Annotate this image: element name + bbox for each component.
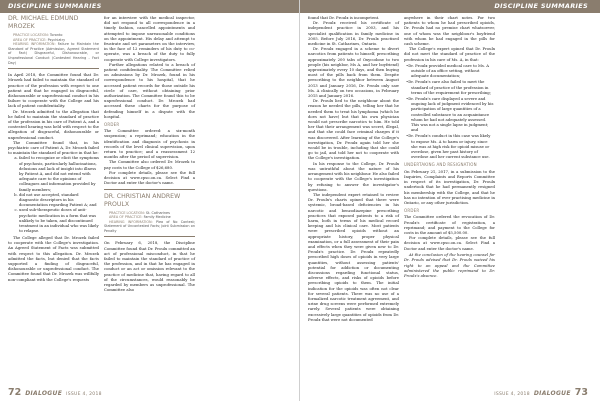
doctor-name: DR. MICHAEL EDMUND MROZEK <box>8 15 79 30</box>
paragraph: In April 2018, the Committee found that Dr. Mrozek had failed to maintain the standard of practice of the profession with respect to one patient and that he engaged in disgraceful, dishonourable or unprofessional conduct in his failure to cooperate with the College and his lack of patient confidentiality. <box>8 72 99 109</box>
paragraph: For complete details, please see the full decision at www.cpso.on.ca. Select Find a Doctor and enter the doctor's name. <box>404 235 495 251</box>
order-heading: ORDER <box>104 122 120 128</box>
paragraph: Dr. Proulx received his certificate of independent practice in 2003, and his specialist qualification in family medicine in 2005. Before July 2016, Dr. Proulx practised medicine in St. Catharines, Ontario. <box>308 20 399 47</box>
paragraph: Dr. Proulx lied to the neighbour about the reason he needed the pills, telling her that he needed them to treat his lymphoma (which he does not have) but that his own physician would not prescribe narcotics to him. He told her that their arrangement was secret, illegal, and that she could face criminal charges if it was discovered. After learning of the College's investigation, Dr. Proulx again told her she would be in trouble, including that she could go to jail, and told her not to cooperate with the College's investigation. <box>308 98 399 161</box>
closing-note: At the conclusion of the hearing counsel for Dr. Proulx advised that Dr. Proulx waived his right to an appeal and the Committee administered the public reprimand to Dr. Proulx's absence. <box>404 252 495 279</box>
practice-location: St. Catharines <box>145 210 170 215</box>
paragraph: On February 6, 2018, the Discipline Committee found that Dr. Proulx committed an act of professional misconduct, in that he failed to maintain the standard of practice of the profession, and in that he has engaged in conduct or an act or omission relevant to the practice of medicine that, having regard to all of the circumstances, would reasonably be regarded by members as unprofessional. The Committee also <box>104 240 195 293</box>
page-footer <box>494 387 588 398</box>
paragraph: Further allegations related to a breach of patient confidentiality. The Committee relied on admissions by Dr. Mrozek, found in his correspondence to his hospital, that he accessed patient records for those outside his circle of care, without obtaining prior authorization. The Committee found this to be unprofessional conduct. Dr. Mrozek had accessed these charts for the purpose of defending himself in a dispute with the hospital. <box>104 61 195 119</box>
paragraph: The Committee ordered the revocation of Dr. Proulx's certificate of registration, a reprimand; and payment to the College for costs in the amount of $5,500.00. <box>404 214 495 235</box>
findings-list <box>8 155 99 233</box>
area-of-practice: Family Medicine <box>143 215 171 220</box>
column-2: for an interview with the medical inspector, did not respond to all correspondence in a timely fashion, cancelled appointments and attempted to impose unreasonable conditions on the appointment. His delay and attempt to frustrate and set parameters on the interview, in the face of 12 reminders of his duty to co-operate, was a breach of the duty to fully cooperate with College investigators. Further allegations related to a breach of patient confidentiality. The Committee relied on admissions by Dr. Mrozek, found in his correspondence to his hospital, that he accessed patient records for those outside his circle of care, without obtaining prior authorization. The Committee found this to be unprofessional conduct. Dr. Mrozek had accessed these charts for the purpose of defending himself in a dispute with the hospital. ORDER The Committee ordered: a six-month suspension; a reprimand; education in the identification and diagnosis of psychosis in records of the level clinical supervision, upon return to practice; and a reassessment 12 months after the period of supervision. The Committee also ordered Dr. Mrozek to pay costs to the College of $26,680. For complete details, please see the full decision at www.cpso.on.ca. Select Find a Doctor and enter the doctor's name. DR. CHRISTIAN ANDREW PROULX PRACTICE LOCATION: St. Catharines AREA OF PRACTICE: Family Medicine HEARING INFORMATION: Plea of No Contest; Statement of Uncontested Facts; Joint Submission on Penalty On February 6, 2018, the Discipline Committee found that Dr. Proulx committed an act of professional misconduct, in that he failed to maintain the standard of practice of the profession, and in that he has engaged in conduct or an act or omission relevant to the practice of medicine that, having regard to all of the circumstances, would reasonably be regarded by members as unprofessional. The Committee also <box>104 15 195 293</box>
issue-label: ISSUE 4, 2018 <box>494 392 530 397</box>
area-of-practice: Psychiatry <box>47 37 66 42</box>
practice-location: Toronto <box>49 33 63 37</box>
paragraph: The College alleged that Dr. Mrozek failed to cooperate with the College's investigation. An Agreed Statement of Facts was submitted with respect to this allegation. Dr. Mrozek admitted the facts, but denied that the facts supported a finding of disgraceful, dishonourable or unprofessional conduct. The Committee found that Dr. Mrozek was willfully non-compliant with the College's requests <box>8 234 99 282</box>
paragraph: On February 21, 2017, in a submission to the Inquiries, Complaints and Reports Committee in respect of its investigation, Dr. Proulx undertook that he had permanently resigned his membership with the College, and that he has no intention of ever practising medicine in Ontario, or any other jurisdiction. <box>404 168 495 205</box>
section-header-bar <box>0 0 299 13</box>
divider <box>104 236 195 237</box>
list-item: • Dr. Proulx provided medical care to Ms. A outside of an office setting, without adequate documentation; <box>411 63 495 79</box>
page-footer <box>8 387 102 398</box>
issue-label: ISSUE 4, 2018 <box>66 392 102 397</box>
divider <box>104 189 195 190</box>
paragraph: for an interview with the medical inspector, did not respond to all correspondence in a timely fashion, cancelled appointments and attempted to impose unreasonable conditions on the appointment. His delay and attempt to frustrate and set parameters on the interview, in the face of 12 reminders of his duty to co-operate, was a breach of the duty to fully cooperate with College investigators. <box>104 15 195 62</box>
column-1: DR. MICHAEL EDMUND MROZEK PRACTICE LOCATION: Toronto AREA OF PRACTICE: Psychiatry HEARING INFORMATION: Failure to Maintain the Standard of Practice (Admission, Agreed Statement of Fact) Disgraceful, Dishonourable, or Unprofessional Conduct (Contested Hearing - Fact Day) In April 2018, the Committee found that Dr. Mrozek had failed to maintain the standard of practice of the profession with respect to one patient and that he engaged in disgraceful, dishonourable or unprofessional conduct in his failure to cooperate with the College and his lack of patient confidentiality. Dr. Mrozek admitted to the allegation that he failed to maintain the standard of practice of the profession in his care of Patient A, and a contested hearing was held with respect to the allegation of disgraceful, dishonourable or unprofessional conduct. The Committee found that, in his psychiatric care of Patient A, Dr. Mrozek failed to maintain the standard of practice in that he: a. failed to recognize or elicit the symptoms of psychosis, particularly hallucinations, delusions and lack of insight into illness by Patient A, and did not extend with adequate care to the opinions of colleagues and information provided by family members; b. did not use accepted, standard diagnostic descriptors in his documentation regarding Patient A; and c. used sub-therapeutic doses of anti-psychotic medication in a form that was unlikely to be taken, and discontinued treatment in an individual who was likely to relapse. The College alleged that Dr. Mrozek failed to cooperate with the College's investigation. An Agreed Statement of Facts was submitted with respect to this allegation. Dr. Mrozek admitted the facts, but denied that the facts supported a finding of disgraceful, dishonourable or unprofessional conduct. The Committee found that Dr. Mrozek was willfully non-compliant with the College's requests <box>8 15 99 282</box>
paragraph: In his response to the College, Dr. Proulx was untruthful about the nature of his arrangement with his neighbour. He also failed to cooperate with the College's investigation by refusing to answer the investigator's questions. <box>308 160 399 192</box>
magazine-name: DIALOGUE <box>25 390 63 397</box>
page-number: 72 <box>8 387 22 398</box>
paragraph: found that Dr. Proulx is incompetent. <box>308 15 380 20</box>
list-item: • Dr. Proulx's care displayed a severe and ongoing lack of judgment evidenced by his participation of large quantities of a controlled substance to an acquaintance whom he had not adequately assessed. This was not a single lapse in judgment; and <box>411 96 495 132</box>
page-number: 73 <box>574 387 588 398</box>
paragraph: anywhere in their chart notes. For two patients to whom he had prescribed opioids, Dr. Proulx had no premise chart whatsoever, one of whom was the neighbour's boyfriend with whom he had engaged in the pills for cash scheme. <box>404 15 495 47</box>
paragraph: The Committee ordered: a six-month suspension; a reprimand; education in the identification and diagnosis of psychosis in records of the level clinical supervision, upon return to practice; and a reassessment 12 months after the period of supervision. <box>104 128 195 160</box>
paragraph: The College's expert opined that Dr. Proulx did not meet the standard of practice of the profession in his care of Ms. A, in that: <box>404 46 495 62</box>
list-item: b. did not use accepted, standard diagnostic descriptors in his documentation regarding Patient A; and <box>19 192 99 208</box>
list-item: • Dr. Proulx's conduct in this case was likely to expose Ms. A to harm or injury, since she was at high risk for opioid misuse or overdose, given her past history of overdose and her current substance use. <box>411 133 495 159</box>
hearing-information: Failure to Maintain the Standard of Practice (Admission, Agreed Statement of Fact) Disgraceful, Dishonourable, or Unprofessional Conduct (Contested Hearing - Fact Day) <box>8 42 99 65</box>
section-header-title: DISCIPLINE SUMMARIES <box>494 2 588 10</box>
section-header-title: DISCIPLINE SUMMARIES <box>8 2 102 10</box>
order-heading: ORDER <box>404 208 420 214</box>
list-item: • Dr. Proulx's care also failed to meet the standard of practice of the profession in terms of the requirement for prescribing; <box>411 79 495 95</box>
hearing-information: Plea of No Contest; Statement of Uncontested Facts; Joint Submission on Penalty <box>104 219 195 233</box>
paragraph: The independent expert retained to review Dr. Proulx's charts opined that there were systemic, broad-based deficiencies in his narcotic and benzodiazepine prescribing practices that exposed patients to a risk of harm, both in terms of his medical record keeping and his clinical care. Most patients were prescribed opioids without an appropriate history, proper physical examination, or a full assessment of their pain and effects when they were given new to Dr. Proulx's practice. Dr. Proulx repeatedly prescribed high doses of opioids in very large quantities, without assessing patients' potential for addiction or documenting discussions regarding functional status, adverse effects, and risks of opioids before prescribing opioids to them. The initial indication for the opioids was often not clear for several patients. There was no use of a formalized narcotic treatment agreement, and urine drug screens were performed extremely rarely. Several patients were obtaining excessively large quantities of opioids from Dr. Proulx that were not documented <box>308 191 399 322</box>
column-4 <box>404 15 495 278</box>
doctor-name: DR. CHRISTIAN ANDREW PROULX <box>104 192 181 208</box>
divider <box>8 68 99 69</box>
paragraph: Dr. Proulx engaged in a scheme to divert narcotics from patients to himself, prescribing approximately 200 tabs of Oxycodone to two people (his neighbor, Ms A, and her boyfriend) approximately every 10 days, and then buying most of the pills back from them. Despite prescribing to the neighbor between August 2013 and January 2016, Dr. Proulx only saw Ms. A clinically on two occasions, in February 2015 and January 2016. <box>308 46 399 99</box>
column-3 <box>308 15 399 322</box>
bullet-list <box>404 63 495 160</box>
undertaking-heading: UNDERTAKING AND RESIGNATION <box>404 162 477 168</box>
paragraph: Dr. Mrozek admitted to the allegation that he failed to maintain the standard of practice of the profession in his care of Patient A, and a contested hearing was held with respect to the allegation of disgraceful, dishonourable or unprofessional conduct. <box>8 108 99 140</box>
section-header-bar <box>300 0 600 13</box>
paragraph: The Committee found that, in his psychiatric care of Patient A, Dr. Mrozek failed to maintain the standard of practice in that he: <box>8 139 99 156</box>
paragraph: The Committee also ordered Dr. Mrozek to pay costs to the College of $26,680. <box>104 159 195 170</box>
right-page <box>300 0 600 401</box>
paragraph: For complete details, please see the full decision at www.cpso.on.ca. Select Find a Doctor and enter the doctor's name. <box>104 169 195 186</box>
magazine-name: DIALOGUE <box>533 390 571 397</box>
list-item: c. used sub-therapeutic doses of anti-psychotic medication in a form that was unlikely to be taken, and discontinued treatment in an individual who was likely to relapse. <box>19 207 99 233</box>
list-item: a. failed to recognize or elicit the symptoms of psychosis, particularly hallucinations, delusions and lack of insight into illness by Patient A, and did not extend with adequate care to the opinions of colleagues and information provided by family members; <box>19 155 99 191</box>
